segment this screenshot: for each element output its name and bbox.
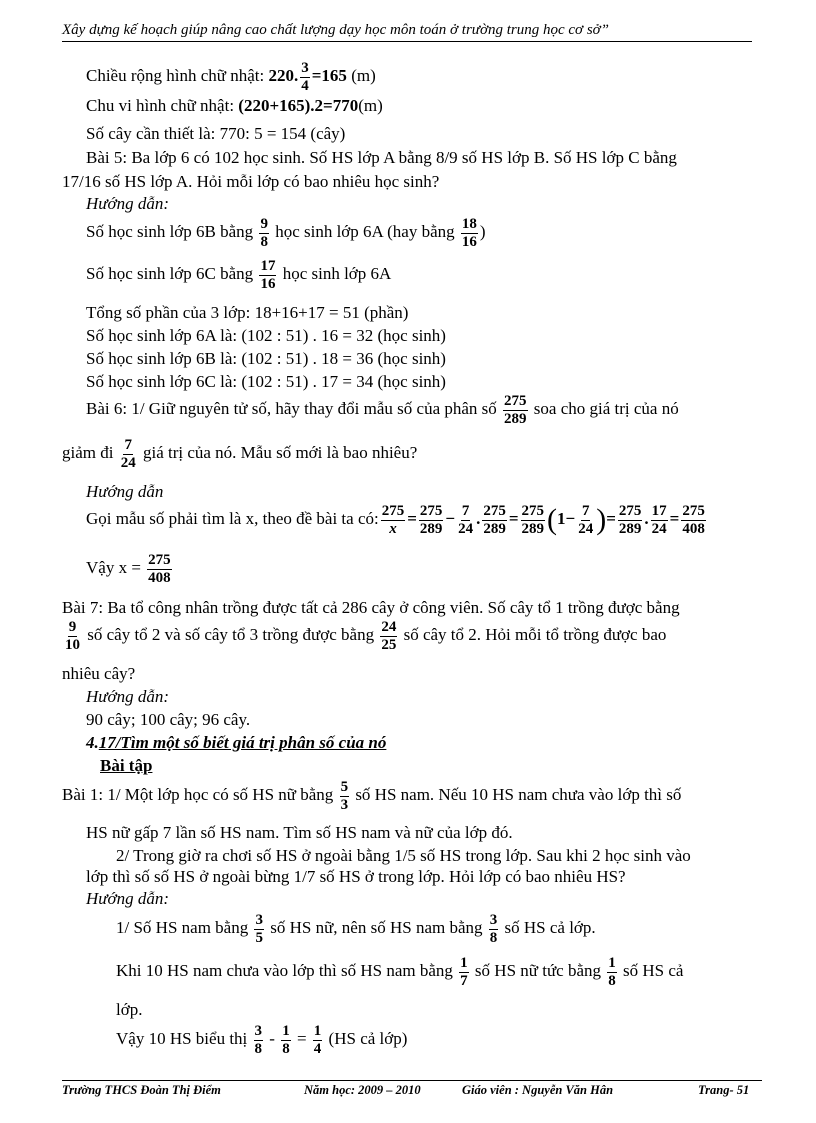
section-heading: Hướng dẫn: [86,889,170,908]
section-heading: Hướng dẫn [86,482,164,501]
text-line: Bài 1: 1/ Một lớp học có số HS nữ bằng $\frac{5}{3}$ số HS nam. Nếu 10 HS nam chưa vào lớp thì số [62,779,682,813]
text-line: Số học sinh lớp 6B là: (102 : 51) . 18 = 36 (học sinh) [86,349,446,368]
math: =165 [311,65,347,85]
text: Chu vi hình chữ nhật: [86,96,239,115]
text-line: $\frac{9}{10}$ số cây tổ 2 và số cây tổ 3 trồng được bằng $\frac{24}{25}$ số cây tổ 2. Hỏi mỗi tổ trồng được bao [65,619,667,653]
equation-line: Gọi mẫu số phải tìm là x, theo đề bài ta có: $\frac{275}{x}$ = $\frac{275}{289}$ − $\frac{7}{24}$ . $\frac{275}{289}$ = $\frac{275}{289}$ (1− $\frac{7}{24}$ )= $\frac{275}{289}$ . $\frac{17}{24}$ = $\frac{275}{408}$ [86,503,705,537]
text-line: Vậy 10 HS biểu thị $\frac{3}{8}$ - $\frac{1}{8}$ = $\frac{1}{4}$ (HS cả lớp) [116,1023,408,1057]
text-line: Khi 10 HS nam chưa vào lớp thì số HS nam bằng $\frac{1}{7}$ số HS nữ tức bằng $\frac{1}{8}$ số HS cả [116,955,684,989]
text: Chiều rộng hình chữ nhật: [86,65,269,85]
page-footer [62,1080,762,1098]
text-line: Số học sinh lớp 6A là: (102 : 51) . 16 = 32 (học sinh) [86,326,446,345]
text: (m) [358,96,383,115]
text-line: Vậy x = $\frac{275}{408}$ [86,552,171,586]
subsection-title: Bài tập [100,756,153,775]
text-line: Số học sinh lớp 6B bằng $\frac{9}{8}$ học sinh lớp 6A (hay bằng $\frac{18}{16}$ ) [86,216,486,250]
text-line: giảm đi $\frac{7}{24}$ giá trị của nó. Mẫu số mới là bao nhiêu? [62,437,418,471]
text-line: Số học sinh lớp 6C là: (102 : 51) . 17 = 34 (học sinh) [86,372,446,391]
footer-year: Năm học: 2009 – 2010 [304,1083,421,1097]
text-line: 1/ Số HS nam bằng $\frac{3}{5}$ số HS nữ, nên số HS nam bằng $\frac{3}{8}$ số HS cả lớp. [116,912,596,946]
text-line: 90 cây; 100 cây; 96 cây. [86,710,251,729]
math: (220+165).2=770 [238,96,359,115]
text-line: nhiêu cây? [62,664,136,683]
text-line [86,96,383,116]
text-line: Bài 5: Ba lớp 6 có 102 học sinh. Số HS lớp A bằng 8/9 số HS lớp B. Số HS lớp C bằng [86,148,677,167]
footer-teacher: Giáo viên : Nguyễn Văn Hân [462,1083,614,1097]
text-line: 2/ Trong giờ ra chơi số HS ở ngoài bằng 1/5 số HS trong lớp. Sau khi 2 học sinh vào [116,846,691,865]
text-line [86,60,376,94]
text-line: 17/16 số HS lớp A. Hỏi mỗi lớp có bao nhiêu học sinh? [62,172,440,191]
text-line: Số học sinh lớp 6C bằng $\frac{17}{16}$ học sinh lớp 6A [86,258,392,292]
text-line: Bài 6: 1/ Giữ nguyên tử số, hãy thay đổi mẫu số của phân số $\frac{275}{289}$ soa cho giá trị của nó [86,393,679,427]
section-heading: Hướng dẫn: [86,687,170,706]
math: 220. [268,65,299,85]
text: (m) [346,65,376,85]
section-title: 4.17/Tìm một số biết giá trị phân số của nó [86,733,387,752]
text-line: lớp. [116,1000,143,1019]
section-heading: Hướng dẫn: [86,194,170,213]
footer-page: Trang- 51 [698,1083,750,1097]
page-header: Xây dựng kế hoạch giúp nâng cao chất lượng dạy học môn toán ở trường trung học cơ sở” [62,22,752,42]
fraction: $\frac{3}{4}$ [301,60,309,94]
text-line: Số cây cần thiết là: 770: 5 = 154 (cây) [86,124,346,143]
text-line: lớp thì số số HS ở ngoài bừng 1/7 số HS ở trong lớp. Hỏi lớp có bao nhiêu HS? [86,867,626,886]
text-line: HS nữ gấp 7 lần số HS nam. Tìm số HS nam và nữ của lớp đó. [86,823,513,842]
footer-school: Trường THCS Đoàn Thị Điểm [62,1083,221,1097]
text-line: Bài 7: Ba tổ công nhân trồng được tất cả 286 cây ở công viên. Số cây tổ 1 trồng được bằng [62,598,680,617]
text-line: Tổng số phần của 3 lớp: 18+16+17 = 51 (phần) [86,303,409,322]
